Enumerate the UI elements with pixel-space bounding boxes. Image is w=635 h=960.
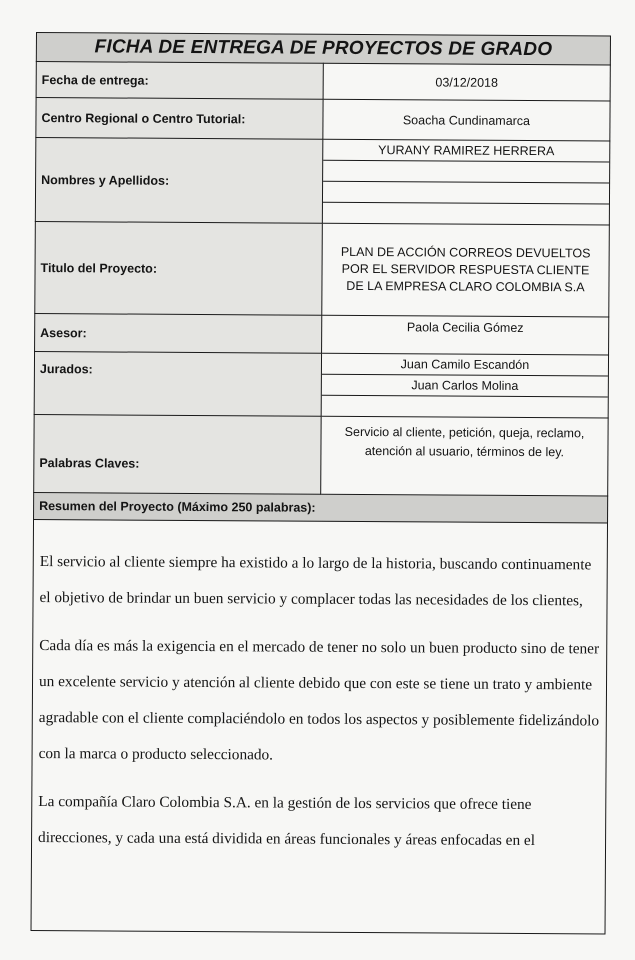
resumen-paragraph-2: Cada día es más la exigencia en el mercado de tener no solo un buen producto sino de tener un excelente servicio y atención al cliente debido que con este se tiene un trato y ambiente agradable con el cliente complaciéndolo en todos los aspectos y posiblemente fidelizándolo con la marca o producto seleccionado. (38, 637, 600, 764)
delivery-form-table (31, 32, 611, 934)
form-title: FICHA DE ENTREGA DE PROYECTOS DE GRADO (36, 33, 610, 66)
row-jurados (34, 351, 608, 418)
value-nombres-group (322, 139, 610, 225)
value-fecha: 03/12/2018 (323, 63, 610, 101)
value-jurado-2: Juan Carlos Molina (322, 375, 608, 398)
value-nombre-4 (323, 203, 609, 225)
resumen-paragraph-1: El servicio al cliente siempre ha existido a lo largo de la historia, buscando continuamente el objetivo de brindar un buen servicio y complacer todas las necesidades de los clientes, (39, 553, 592, 610)
value-nombre-2 (323, 161, 609, 184)
row-palabras (34, 414, 608, 496)
row-asesor (35, 313, 609, 355)
form-sheet (31, 32, 611, 934)
value-asesor: Paola Cecilia Gómez (322, 315, 609, 355)
value-jurados-group (321, 353, 608, 418)
value-nombre-3 (323, 182, 609, 205)
label-jurados: Jurados: (34, 351, 321, 416)
label-nombres: Nombres y Apellidos: (35, 138, 323, 224)
label-titulo: Titulo del Proyecto: (35, 221, 323, 315)
row-centro (36, 98, 610, 142)
label-palabras: Palabras Claves: (34, 414, 321, 494)
resumen-body (31, 519, 607, 933)
value-centro: Soacha Cundinamarca (323, 99, 610, 141)
row-fecha (36, 62, 610, 102)
value-palabras: Servicio al cliente, petición, queja, reclamo, atención al usuario, términos de ley. (321, 416, 608, 496)
value-titulo: PLAN DE ACCIÓN CORREOS DEVUELTOS POR EL SERVIDOR RESPUESTA CLIENTE DE LA EMPRESA CLARO COLOMBIA S.A (322, 223, 610, 317)
row-nombres (35, 138, 610, 226)
resumen-heading: Resumen del Proyecto (Máximo 250 palabras): (34, 492, 608, 523)
label-fecha: Fecha de entrega: (36, 62, 323, 100)
label-asesor: Asesor: (35, 313, 322, 353)
value-jurado-3 (322, 396, 608, 418)
value-jurado-1: Juan Camilo Escandón (322, 354, 608, 377)
label-centro: Centro Regional o Centro Tutorial: (36, 98, 323, 140)
resumen-paragraph-3: La compañía Claro Colombia S.A. en la gestión de los servicios que ofrece tiene direcciones, y cada una está dividida en áreas funcionales y áreas enfocadas en el (38, 793, 536, 850)
value-nombre-1: YURANY RAMIREZ HERRERA (323, 140, 609, 163)
row-titulo (35, 221, 610, 317)
